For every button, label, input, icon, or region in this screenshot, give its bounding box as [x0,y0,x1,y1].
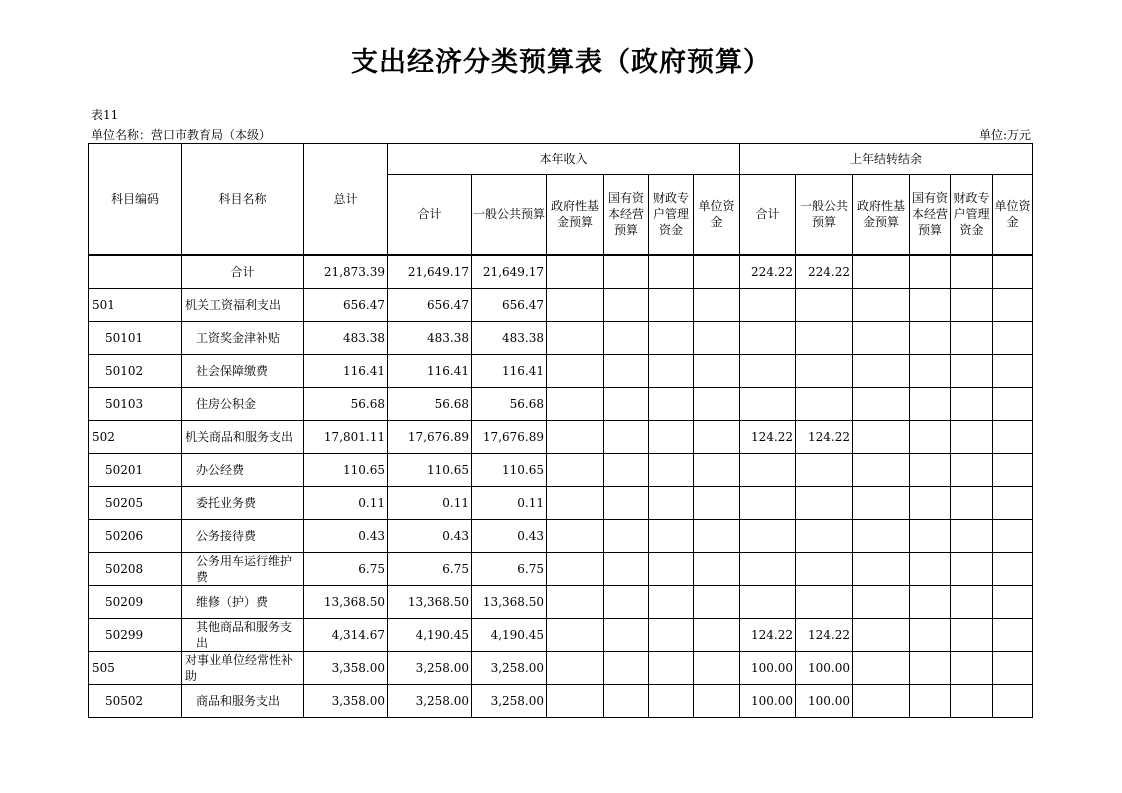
cell-code: 50299 [89,618,182,651]
cell-carryover [951,354,993,387]
cell-current-year [694,684,740,717]
table-row [89,321,1033,354]
cell-carryover [951,585,993,618]
header-cur-total: 合计 [388,175,472,255]
cell-carryover: 100.00 [740,684,796,717]
cell-total: 3,358.00 [304,684,388,717]
header-carry-general: 一般公共预算 [796,175,853,255]
cell-current-year: 56.68 [388,387,472,420]
cell-carryover [853,453,910,486]
cell-current-year [694,552,740,585]
cell-carryover [910,453,951,486]
cell-carryover: 100.00 [796,651,853,684]
header-cur-special-account: 财政专户管理资金 [649,175,694,255]
cell-carryover [910,255,951,289]
cell-carryover [853,321,910,354]
cell-name: 合计 [182,255,304,289]
cell-carryover [910,519,951,552]
cell-code: 50201 [89,453,182,486]
cell-current-year: 6.75 [472,552,547,585]
cell-name: 机关工资福利支出 [182,288,304,321]
cell-code: 501 [89,288,182,321]
cell-total: 3,358.00 [304,651,388,684]
cell-carryover [740,354,796,387]
cell-code: 50102 [89,354,182,387]
cell-carryover [853,684,910,717]
currency-unit: 单位:万元 [978,128,1031,142]
cell-current-year: 0.11 [472,486,547,519]
cell-current-year [547,321,604,354]
cell-current-year [604,453,649,486]
cell-code: 502 [89,420,182,453]
cell-current-year [649,519,694,552]
cell-current-year [649,486,694,519]
cell-carryover [951,651,993,684]
cell-current-year [604,585,649,618]
cell-current-year [649,651,694,684]
cell-current-year [694,354,740,387]
table-row [89,420,1033,453]
cell-carryover [910,585,951,618]
cell-current-year [649,552,694,585]
cell-current-year: 110.65 [388,453,472,486]
cell-current-year: 56.68 [472,387,547,420]
cell-current-year [694,486,740,519]
cell-carryover [910,354,951,387]
cell-total: 17,801.11 [304,420,388,453]
cell-carryover [796,354,853,387]
cell-code: 50209 [89,585,182,618]
cell-carryover [993,519,1033,552]
cell-total: 6.75 [304,552,388,585]
cell-current-year [694,453,740,486]
cell-carryover [910,651,951,684]
cell-carryover [993,321,1033,354]
cell-carryover [951,486,993,519]
cell-name: 维修（护）费 [182,585,304,618]
cell-current-year: 656.47 [388,288,472,321]
cell-code: 50205 [89,486,182,519]
cell-current-year [547,651,604,684]
cell-carryover [951,288,993,321]
table-row [89,684,1033,717]
cell-carryover [853,651,910,684]
table-row [89,519,1033,552]
cell-code: 50208 [89,552,182,585]
cell-carryover [993,486,1033,519]
cell-current-year [649,321,694,354]
cell-name: 对事业单位经常性补助 [182,651,304,684]
cell-current-year [694,519,740,552]
cell-carryover [910,552,951,585]
cell-carryover [993,453,1033,486]
cell-carryover: 224.22 [740,255,796,289]
cell-name: 商品和服务支出 [182,684,304,717]
cell-total: 656.47 [304,288,388,321]
cell-name: 其他商品和服务支出 [182,618,304,651]
cell-current-year [604,684,649,717]
cell-current-year: 0.43 [388,519,472,552]
cell-carryover [853,387,910,420]
cell-current-year: 21,649.17 [388,255,472,289]
cell-carryover [853,420,910,453]
cell-name: 委托业务费 [182,486,304,519]
cell-carryover [740,387,796,420]
cell-current-year [694,387,740,420]
cell-current-year [694,651,740,684]
cell-code: 50502 [89,684,182,717]
budget-table [88,143,1033,718]
cell-current-year [604,519,649,552]
cell-name: 住房公积金 [182,387,304,420]
cell-carryover [993,288,1033,321]
cell-current-year [604,255,649,289]
cell-current-year [604,387,649,420]
table-number: 表11 [91,108,119,122]
cell-carryover: 124.22 [740,618,796,651]
header-carry-state-capital: 国有资本经营预算 [910,175,951,255]
cell-current-year: 17,676.89 [472,420,547,453]
header-cur-unit-funds: 单位资金 [694,175,740,255]
cell-current-year: 21,649.17 [472,255,547,289]
cell-current-year: 656.47 [472,288,547,321]
header-carry-fund: 政府性基金预算 [853,175,910,255]
cell-current-year [547,255,604,289]
cell-carryover [993,552,1033,585]
cell-carryover [796,321,853,354]
cell-carryover [951,321,993,354]
cell-carryover [951,684,993,717]
cell-carryover [951,552,993,585]
cell-carryover [993,651,1033,684]
cell-current-year: 13,368.50 [472,585,547,618]
cell-current-year [649,354,694,387]
cell-carryover [993,255,1033,289]
cell-carryover [910,420,951,453]
cell-carryover [910,321,951,354]
cell-current-year: 483.38 [472,321,547,354]
cell-current-year: 3,258.00 [388,684,472,717]
cell-current-year [649,618,694,651]
cell-total: 0.11 [304,486,388,519]
cell-total: 0.43 [304,519,388,552]
cell-current-year: 6.75 [388,552,472,585]
cell-current-year [547,618,604,651]
cell-current-year [547,519,604,552]
table-row [89,354,1033,387]
cell-carryover [993,354,1033,387]
table-row [89,651,1033,684]
cell-current-year [694,618,740,651]
cell-current-year: 116.41 [388,354,472,387]
cell-current-year [694,288,740,321]
cell-current-year: 0.43 [472,519,547,552]
cell-current-year [649,387,694,420]
cell-total: 110.65 [304,453,388,486]
cell-current-year [547,288,604,321]
cell-total: 116.41 [304,354,388,387]
cell-current-year: 17,676.89 [388,420,472,453]
cell-carryover [910,288,951,321]
cell-carryover [796,288,853,321]
header-carry-special-account: 财政专户管理资金 [951,175,993,255]
cell-current-year: 3,258.00 [472,684,547,717]
cell-total: 21,873.39 [304,255,388,289]
cell-carryover [740,321,796,354]
cell-carryover [740,552,796,585]
cell-code: 50101 [89,321,182,354]
cell-current-year [649,585,694,618]
cell-current-year [604,321,649,354]
cell-carryover [853,354,910,387]
cell-code: 505 [89,651,182,684]
cell-carryover [951,618,993,651]
unit-name: 单位名称：营口市教育局（本级） [91,128,272,142]
cell-carryover [951,255,993,289]
cell-current-year [694,255,740,289]
cell-current-year [604,288,649,321]
cell-name: 办公经费 [182,453,304,486]
header-code: 科目编码 [89,144,182,255]
cell-carryover [796,387,853,420]
cell-current-year [604,354,649,387]
cell-current-year: 116.41 [472,354,547,387]
cell-carryover [910,486,951,519]
table-row [89,618,1033,651]
cell-current-year [604,420,649,453]
cell-current-year [694,585,740,618]
cell-carryover [853,255,910,289]
cell-carryover [853,519,910,552]
cell-current-year [547,387,604,420]
cell-carryover [951,519,993,552]
table-row [89,486,1033,519]
cell-current-year: 3,258.00 [388,651,472,684]
cell-carryover [853,618,910,651]
header-total: 总计 [304,144,388,255]
cell-current-year [547,585,604,618]
cell-carryover [853,585,910,618]
cell-current-year [694,321,740,354]
cell-carryover [853,288,910,321]
cell-carryover: 100.00 [796,684,853,717]
cell-current-year: 13,368.50 [388,585,472,618]
cell-current-year: 483.38 [388,321,472,354]
cell-carryover [796,486,853,519]
cell-carryover: 100.00 [740,651,796,684]
header-cur-general: 一般公共预算 [472,175,547,255]
cell-current-year: 4,190.45 [472,618,547,651]
cell-carryover [993,585,1033,618]
header-cur-state-capital: 国有资本经营预算 [604,175,649,255]
table-header [89,144,1033,255]
cell-carryover [796,519,853,552]
cell-current-year [547,354,604,387]
cell-carryover [796,585,853,618]
cell-carryover [740,288,796,321]
table-row [89,387,1033,420]
cell-code: 50206 [89,519,182,552]
cell-name: 社会保障缴费 [182,354,304,387]
cell-current-year [604,651,649,684]
cell-carryover [910,684,951,717]
cell-name: 机关商品和服务支出 [182,420,304,453]
table-row-total [89,255,1033,289]
header-current-year: 本年收入 [388,144,740,175]
cell-current-year [547,552,604,585]
header-carry-unit-funds: 单位资金 [993,175,1033,255]
cell-current-year [604,486,649,519]
cell-name: 公务接待费 [182,519,304,552]
cell-carryover [951,387,993,420]
cell-total: 13,368.50 [304,585,388,618]
cell-carryover: 224.22 [796,255,853,289]
cell-carryover [910,387,951,420]
header-carry-total: 合计 [740,175,796,255]
cell-carryover [951,420,993,453]
cell-carryover: 124.22 [796,420,853,453]
cell-carryover [951,453,993,486]
cell-code: 50103 [89,387,182,420]
cell-current-year [649,288,694,321]
cell-total: 483.38 [304,321,388,354]
cell-current-year [604,618,649,651]
cell-current-year [649,684,694,717]
cell-code [89,255,182,289]
table-row [89,288,1033,321]
cell-carryover: 124.22 [796,618,853,651]
cell-carryover [796,552,853,585]
cell-current-year [649,255,694,289]
cell-current-year [547,684,604,717]
cell-carryover [796,453,853,486]
cell-carryover [993,420,1033,453]
header-name: 科目名称 [182,144,304,255]
cell-carryover [853,486,910,519]
table-row [89,585,1033,618]
cell-current-year [547,420,604,453]
header-cur-fund: 政府性基金预算 [547,175,604,255]
cell-name: 工资奖金津补贴 [182,321,304,354]
table-row [89,453,1033,486]
cell-current-year [694,420,740,453]
cell-carryover [910,618,951,651]
page-title: 支出经济分类预算表（政府预算） [351,47,771,78]
cell-current-year: 4,190.45 [388,618,472,651]
cell-current-year [649,420,694,453]
cell-carryover [740,519,796,552]
cell-carryover [740,585,796,618]
cell-carryover [993,684,1033,717]
header-carryover: 上年结转结余 [740,144,1033,175]
cell-current-year: 0.11 [388,486,472,519]
cell-carryover [993,618,1033,651]
cell-total: 4,314.67 [304,618,388,651]
cell-current-year [547,453,604,486]
cell-current-year [604,552,649,585]
cell-carryover [853,552,910,585]
table-body [89,255,1033,718]
cell-total: 56.68 [304,387,388,420]
cell-name: 公务用车运行维护费 [182,552,304,585]
cell-current-year: 3,258.00 [472,651,547,684]
cell-current-year [649,453,694,486]
cell-carryover [740,486,796,519]
cell-carryover [740,453,796,486]
cell-carryover [993,387,1033,420]
cell-carryover: 124.22 [740,420,796,453]
table-row [89,552,1033,585]
cell-current-year [547,486,604,519]
cell-current-year: 110.65 [472,453,547,486]
